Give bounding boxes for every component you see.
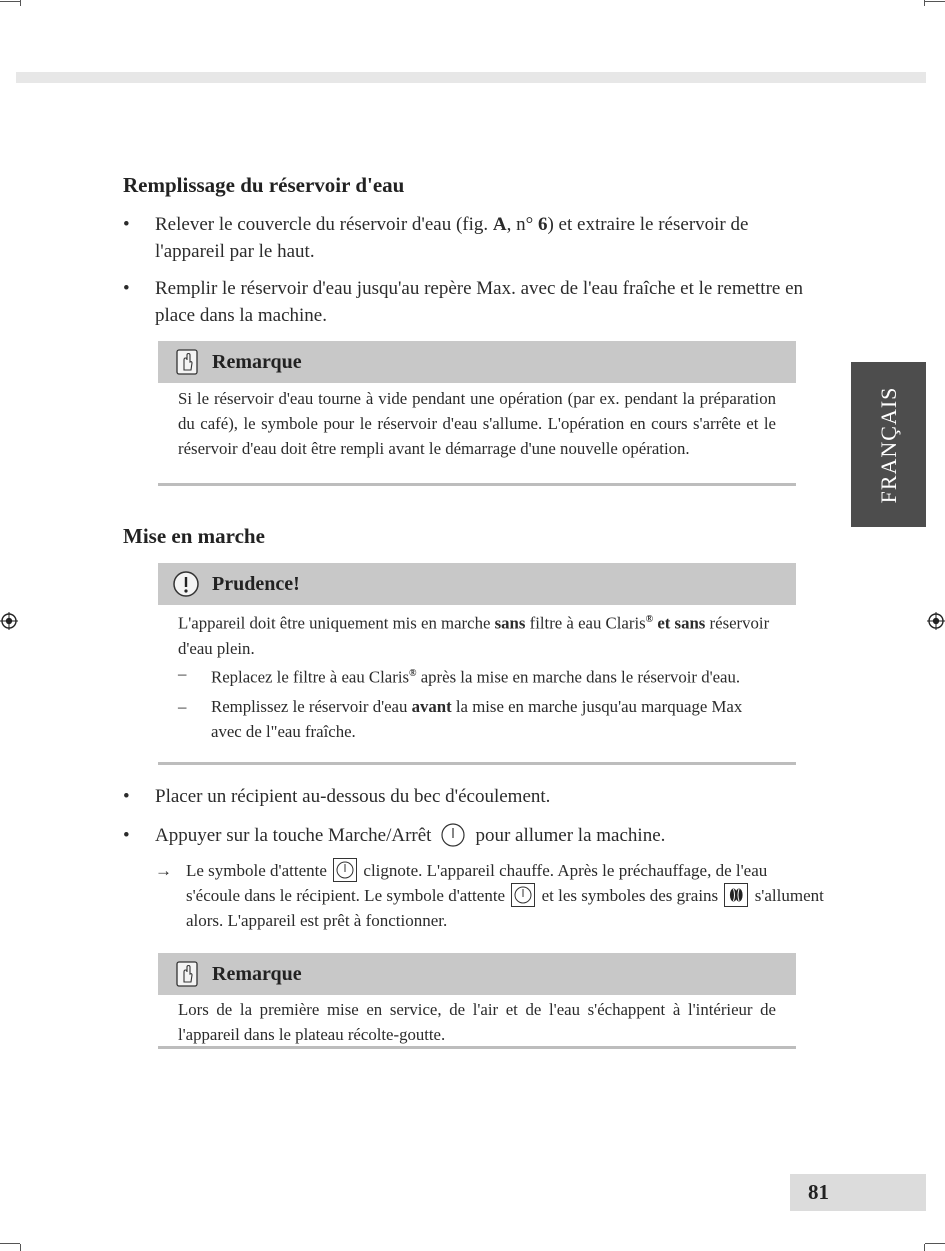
caution-header (158, 563, 796, 605)
bullet-marker: • (123, 786, 130, 807)
section-heading: Mise en marche (123, 524, 265, 548)
crop-mark (925, 1, 945, 2)
crop-mark (0, 1243, 20, 1244)
note-header (158, 341, 796, 383)
result-text: Le symbole d'attente clignote. L'appareil chauffe. Après le préchauffage, de l'eau s'écoule dans le récipient. Le symbole d'attente et les symboles des grains s'allument alors. L'appareil est prêt à fonctionner. (186, 858, 825, 933)
crop-mark (20, 1244, 21, 1251)
page-number-box (790, 1174, 926, 1211)
list-item-text: Placer un récipient au-dessous du bec d'écoulement. (155, 786, 551, 807)
caution-box (158, 563, 796, 744)
note-text: Lors de la première mise en service, de l'air et de l'eau s'échappent à l'intérieur de l'appareil dans le plateau récolte-goutte. (178, 1000, 776, 1044)
registration-mark-icon (0, 612, 18, 630)
bullet-marker: • (123, 278, 130, 299)
caution-list-item: – Remplissez le réservoir d'eau avant la mise en marche jusqu'au marquage Max avec de l"eau fraîche. (178, 697, 743, 742)
language-tab (851, 362, 926, 527)
header-bar (16, 72, 926, 83)
crop-mark (924, 1244, 925, 1251)
crop-mark (924, 0, 925, 6)
arrow-marker: → (155, 861, 172, 880)
note-box (158, 953, 796, 1047)
caution-divider (158, 762, 796, 765)
crop-mark (20, 0, 21, 6)
caution-intro: L'appareil doit être uniquement mis en marche sans filtre à eau Claris® et sans réservoir d'eau plein. (178, 613, 770, 658)
page-number: 81 (808, 1180, 829, 1204)
exclamation-circle-icon (172, 570, 200, 598)
standby-icon (333, 858, 357, 882)
caution-body (158, 605, 796, 744)
crop-mark (0, 1, 20, 2)
note-hand-icon (176, 349, 198, 375)
result-item (155, 858, 825, 933)
note-divider (158, 1046, 796, 1049)
note-title: Remarque (212, 963, 302, 985)
language-tab-label: FRANÇAIS (875, 386, 901, 503)
note-box (158, 341, 796, 486)
standby-icon (511, 883, 535, 907)
note-title: Remarque (212, 351, 302, 373)
note-divider (158, 483, 796, 486)
bullet-marker: • (123, 825, 130, 846)
caution-title: Prudence! (212, 573, 300, 595)
note-header (158, 953, 796, 995)
coffee-bean-icon (724, 883, 748, 907)
list-item-text: Remplir le réservoir d'eau jusqu'au repère Max. avec de l'eau fraîche et le remettre en place dans la machine. (155, 278, 804, 326)
note-hand-icon (176, 961, 198, 987)
bullet-marker: • (123, 214, 130, 235)
note-text: Si le réservoir d'eau tourne à vide pendant une opération (par ex. pendant la préparation du café), le symbole pour le réservoir d'eau s'allume. L'opération en cours s'arrête et le réservoir d'eau doit être rempli avant le démarrage d'une nouvelle opération. (178, 389, 776, 458)
power-icon (441, 823, 465, 847)
registration-mark-icon (927, 612, 945, 630)
section-heading: Remplissage du réservoir d'eau (123, 173, 405, 197)
crop-mark (925, 1243, 945, 1244)
list-item-text: Appuyer sur la touche Marche/Arrêt pour allumer la machine. (155, 825, 666, 846)
caution-list-item: – Replacez le filtre à eau Claris® après la mise en marche dans le réservoir d'eau. (178, 663, 741, 687)
list-item-text: Relever le couvercle du réservoir d'eau (fig. A, n° 6) et extraire le réservoir de l'appareil par le haut. (155, 214, 749, 262)
